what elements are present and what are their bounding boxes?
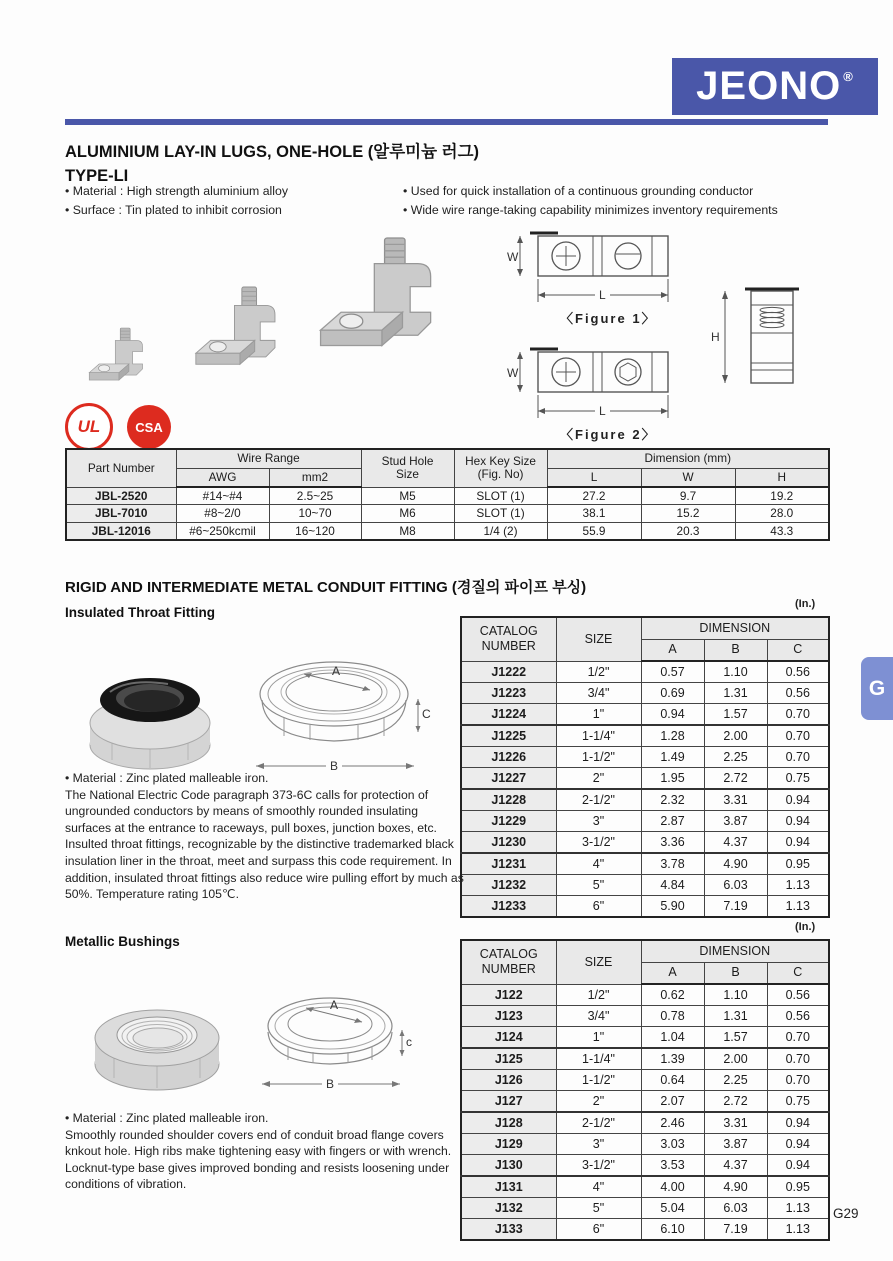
dim-h-label: H — [711, 330, 720, 344]
col-dimension: DIMENSION — [641, 617, 829, 639]
section2-title: RIGID AND INTERMEDIATE METAL CONDUIT FITTING (경질의 파이프 부싱) — [65, 579, 587, 596]
table-row — [461, 704, 829, 726]
value-cell: 7.19 — [704, 1219, 767, 1241]
table-row — [461, 1048, 829, 1070]
table-row — [461, 768, 829, 790]
value-cell: 1.31 — [704, 683, 767, 704]
figure1-drawing — [500, 224, 695, 328]
value-cell: M5 — [361, 487, 454, 505]
value-cell: 55.9 — [547, 522, 641, 540]
value-cell: 4.37 — [704, 1155, 767, 1177]
row-key-cell: J1232 — [461, 875, 556, 896]
col-dimension: DIMENSION — [641, 940, 829, 962]
row-key-cell: J1222 — [461, 661, 556, 683]
value-cell: #8~2/0 — [176, 505, 269, 523]
value-cell: 0.94 — [767, 1112, 829, 1134]
row-key-cell: J1230 — [461, 832, 556, 854]
row-key-cell: J133 — [461, 1219, 556, 1241]
row-key-cell: J122 — [461, 984, 556, 1006]
insulated-description — [65, 770, 465, 903]
value-cell: #14~#4 — [176, 487, 269, 505]
row-key-cell: J127 — [461, 1091, 556, 1113]
figure1-label: 〈Figure 1〉 — [560, 311, 657, 326]
row-key-cell: JBL-2520 — [66, 487, 176, 505]
col-catalog-line2: NUMBER — [481, 962, 536, 977]
table-row — [461, 683, 829, 704]
table-row — [461, 725, 829, 747]
row-key-cell: J1224 — [461, 704, 556, 726]
value-cell: 0.56 — [767, 1006, 829, 1027]
value-cell: 1-1/4" — [556, 1048, 641, 1070]
table-row — [461, 832, 829, 854]
value-cell: 1.49 — [641, 747, 704, 768]
table-row — [461, 1134, 829, 1155]
col-b: B — [704, 639, 767, 661]
value-cell: 6" — [556, 896, 641, 918]
value-cell: 3" — [556, 1134, 641, 1155]
value-cell: 4.37 — [704, 832, 767, 854]
value-cell: 0.94 — [767, 789, 829, 811]
ul-cert-icon — [65, 403, 113, 451]
value-cell: 3-1/2" — [556, 832, 641, 854]
value-cell: 6" — [556, 1219, 641, 1241]
value-cell: 0.95 — [767, 1176, 829, 1198]
value-cell: 3/4" — [556, 683, 641, 704]
value-cell: 19.2 — [735, 487, 829, 505]
col-catalog-line2: NUMBER — [481, 639, 536, 654]
col-hex-key-size — [454, 449, 547, 487]
row-key-cell: J130 — [461, 1155, 556, 1177]
registered-mark: ® — [843, 69, 854, 84]
value-cell: 5.04 — [641, 1198, 704, 1219]
value-cell: 2.07 — [641, 1091, 704, 1113]
bushing-photo — [82, 980, 242, 1105]
csa-cert-icon — [127, 405, 171, 449]
bushings-table — [460, 939, 830, 1241]
table-row — [461, 1027, 829, 1049]
row-key-cell: J1227 — [461, 768, 556, 790]
col-stud-line2: Size — [396, 467, 419, 482]
value-cell: 1-1/4" — [556, 725, 641, 747]
unit-note-bushings: (In.) — [795, 921, 816, 933]
col-a: A — [641, 639, 704, 661]
table-row — [66, 522, 829, 540]
col-w: W — [641, 468, 735, 487]
brand-name: JEONO — [696, 64, 842, 108]
insulated-fitting-photo — [72, 648, 232, 783]
insulated-table-body — [461, 661, 829, 917]
brand-logo — [672, 58, 878, 115]
section-index-tab[interactable]: G — [861, 657, 893, 720]
row-key-cell: J1226 — [461, 747, 556, 768]
row-key-cell: J132 — [461, 1198, 556, 1219]
value-cell: 2.87 — [641, 811, 704, 832]
value-cell: 3.03 — [641, 1134, 704, 1155]
table-row — [461, 1176, 829, 1198]
page-number: G29 — [833, 1206, 859, 1221]
value-cell: 1-1/2" — [556, 1070, 641, 1091]
col-size: SIZE — [556, 940, 641, 984]
value-cell: 2.32 — [641, 789, 704, 811]
value-cell: 4.90 — [704, 1176, 767, 1198]
value-cell: 1.28 — [641, 725, 704, 747]
col-hex-line2: (Fig. No) — [477, 467, 524, 482]
csa-cert-label: CSA — [135, 419, 163, 435]
value-cell: 0.70 — [767, 747, 829, 768]
value-cell: 5" — [556, 875, 641, 896]
header-rule — [65, 119, 828, 125]
row-key-cell: J125 — [461, 1048, 556, 1070]
col-awg: AWG — [176, 468, 269, 487]
value-cell: 3.87 — [704, 811, 767, 832]
value-cell: 0.70 — [767, 704, 829, 726]
value-cell: 0.56 — [767, 683, 829, 704]
value-cell: 1.04 — [641, 1027, 704, 1049]
value-cell: 1/2" — [556, 984, 641, 1006]
col-catalog-line1: CATALOG — [479, 624, 538, 639]
dim-l-label: L — [599, 288, 606, 302]
col-stud-hole-size — [361, 449, 454, 487]
value-cell: 0.94 — [767, 811, 829, 832]
insulated-fitting-drawing — [246, 644, 431, 784]
value-cell: 7.19 — [704, 896, 767, 918]
ul-cert-label: UL — [77, 417, 101, 436]
table-row — [461, 1155, 829, 1177]
value-cell: 2.72 — [704, 768, 767, 790]
table-row — [461, 1112, 829, 1134]
value-cell: 1/2" — [556, 661, 641, 683]
insulated-material: • Material : Zinc plated malleable iron. — [65, 771, 269, 785]
bushing-drawing — [258, 984, 413, 1099]
value-cell: 0.62 — [641, 984, 704, 1006]
row-key-cell: J124 — [461, 1027, 556, 1049]
value-cell: 6.03 — [704, 1198, 767, 1219]
value-cell: 3.53 — [641, 1155, 704, 1177]
value-cell: SLOT (1) — [454, 505, 547, 523]
value-cell: 1" — [556, 1027, 641, 1049]
value-cell: 0.70 — [767, 725, 829, 747]
value-cell: 2-1/2" — [556, 789, 641, 811]
col-hex-line1: Hex Key Size — [465, 454, 536, 469]
col-stud-line1: Stud Hole — [381, 454, 434, 469]
col-catalog-number — [461, 940, 556, 984]
drawing-a-label: A — [330, 998, 339, 1012]
row-key-cell: J1231 — [461, 853, 556, 875]
feature-item: • Used for quick installation of a continuous grounding conductor — [403, 184, 754, 198]
value-cell: 0.78 — [641, 1006, 704, 1027]
value-cell: 1-1/2" — [556, 747, 641, 768]
value-cell: 0.70 — [767, 1070, 829, 1091]
table-row — [461, 875, 829, 896]
bushings-description — [65, 1110, 473, 1193]
col-catalog-line1: CATALOG — [479, 947, 538, 962]
feature-item: • Surface : Tin plated to inhibit corrosion — [65, 203, 282, 217]
value-cell: 28.0 — [735, 505, 829, 523]
bushings-table-body — [461, 984, 829, 1240]
value-cell: 4" — [556, 1176, 641, 1198]
col-a: A — [641, 962, 704, 984]
value-cell: 1.57 — [704, 1027, 767, 1049]
value-cell: 1.95 — [641, 768, 704, 790]
col-part-number: Part Number — [66, 449, 176, 487]
value-cell: 3.31 — [704, 789, 767, 811]
col-l: L — [547, 468, 641, 487]
value-cell: 3-1/2" — [556, 1155, 641, 1177]
value-cell: 1.13 — [767, 1198, 829, 1219]
value-cell: 3/4" — [556, 1006, 641, 1027]
value-cell: 10~70 — [269, 505, 361, 523]
col-c: C — [767, 962, 829, 984]
value-cell: 27.2 — [547, 487, 641, 505]
value-cell: 4.90 — [704, 853, 767, 875]
value-cell: 1.57 — [704, 704, 767, 726]
col-catalog-number — [461, 617, 556, 661]
value-cell: 2" — [556, 1091, 641, 1113]
row-key-cell: J123 — [461, 1006, 556, 1027]
value-cell: 5" — [556, 1198, 641, 1219]
bushings-heading: Metallic Bushings — [65, 934, 180, 949]
insulated-fitting-table — [460, 616, 830, 918]
value-cell: 0.94 — [767, 1134, 829, 1155]
drawing-a-label: A — [332, 664, 341, 678]
col-wire-range: Wire Range — [176, 449, 361, 468]
value-cell: 3.78 — [641, 853, 704, 875]
table-row — [461, 747, 829, 768]
value-cell: 0.56 — [767, 984, 829, 1006]
value-cell: 3" — [556, 811, 641, 832]
table-row — [461, 1070, 829, 1091]
col-b: B — [704, 962, 767, 984]
figure2-drawing — [500, 340, 695, 444]
lugs-product-photo — [66, 232, 466, 412]
value-cell: 43.3 — [735, 522, 829, 540]
certifications — [65, 403, 171, 451]
row-key-cell: J126 — [461, 1070, 556, 1091]
table-row — [461, 984, 829, 1006]
value-cell: 9.7 — [641, 487, 735, 505]
value-cell: 2.72 — [704, 1091, 767, 1113]
row-key-cell: J129 — [461, 1134, 556, 1155]
value-cell: 1.13 — [767, 1219, 829, 1241]
value-cell: 1" — [556, 704, 641, 726]
value-cell: 0.57 — [641, 661, 704, 683]
section1-type: TYPE-LI — [65, 167, 129, 185]
value-cell: M8 — [361, 522, 454, 540]
value-cell: 0.94 — [767, 832, 829, 854]
value-cell: 4" — [556, 853, 641, 875]
col-c: C — [767, 639, 829, 661]
value-cell: 5.90 — [641, 896, 704, 918]
col-size: SIZE — [556, 617, 641, 661]
value-cell: 0.64 — [641, 1070, 704, 1091]
lugs-table-body — [66, 487, 829, 540]
value-cell: 1.13 — [767, 896, 829, 918]
value-cell: 1.39 — [641, 1048, 704, 1070]
dim-w-label: W — [507, 366, 519, 380]
value-cell: 0.75 — [767, 768, 829, 790]
dim-l-label: L — [599, 404, 606, 418]
drawing-b-label: B — [330, 759, 339, 773]
value-cell: 0.94 — [767, 1155, 829, 1177]
value-cell: #6~250kcmil — [176, 522, 269, 540]
value-cell: 2.00 — [704, 725, 767, 747]
table-row — [461, 1006, 829, 1027]
table-row — [461, 853, 829, 875]
section1-title-block — [65, 140, 479, 188]
value-cell: 2" — [556, 768, 641, 790]
table-row — [461, 1198, 829, 1219]
value-cell: 1.31 — [704, 1006, 767, 1027]
value-cell: 4.84 — [641, 875, 704, 896]
table-row — [66, 487, 829, 505]
side-view-drawing — [703, 283, 803, 398]
value-cell: 3.31 — [704, 1112, 767, 1134]
value-cell: 0.70 — [767, 1027, 829, 1049]
insulated-text: The National Electric Code paragraph 373-6C calls for protection of ungrounded conductors by means of smoothly rounded insulating surfaces at the entrance to raceways, pull boxes, junction boxes, etc. Insulted throat fittings, recognizable by the distinctive trademarked black insulation liner in the throat, meet and surpass this code requirement. In addition, insulated throat fittings also reduce wire pulling effort by much as 50%. Temperature rating 105℃. — [65, 787, 464, 902]
lugs-spec-table — [65, 448, 830, 541]
section1-title: ALUMINIUM LAY-IN LUGS, ONE-HOLE (알루미늄 러그) — [65, 143, 480, 161]
bushings-material: • Material : Zinc plated malleable iron. — [65, 1111, 269, 1125]
value-cell: 0.94 — [641, 704, 704, 726]
unit-note-insulated: (In.) — [795, 598, 816, 610]
table-row — [461, 1219, 829, 1241]
value-cell: 2.46 — [641, 1112, 704, 1134]
value-cell: 1.10 — [704, 984, 767, 1006]
value-cell: 1.10 — [704, 661, 767, 683]
value-cell: SLOT (1) — [454, 487, 547, 505]
features-right — [403, 182, 778, 220]
row-key-cell: JBL-12016 — [66, 522, 176, 540]
table-row — [461, 789, 829, 811]
value-cell: 3.36 — [641, 832, 704, 854]
feature-item: • Material : High strength aluminium alloy — [65, 184, 289, 198]
row-key-cell: J1225 — [461, 725, 556, 747]
value-cell: 0.70 — [767, 1048, 829, 1070]
value-cell: 2-1/2" — [556, 1112, 641, 1134]
row-key-cell: J1229 — [461, 811, 556, 832]
value-cell: 3.87 — [704, 1134, 767, 1155]
features-left — [65, 182, 288, 220]
value-cell: 20.3 — [641, 522, 735, 540]
drawing-c-label: C — [422, 707, 431, 721]
value-cell: 38.1 — [547, 505, 641, 523]
value-cell: 0.56 — [767, 661, 829, 683]
value-cell: 15.2 — [641, 505, 735, 523]
value-cell: 6.10 — [641, 1219, 704, 1241]
value-cell: 2.00 — [704, 1048, 767, 1070]
value-cell: 0.75 — [767, 1091, 829, 1113]
value-cell: 6.03 — [704, 875, 767, 896]
col-mm2: mm2 — [269, 468, 361, 487]
value-cell: 1/4 (2) — [454, 522, 547, 540]
value-cell: 2.25 — [704, 1070, 767, 1091]
value-cell: 1.13 — [767, 875, 829, 896]
row-key-cell: J1223 — [461, 683, 556, 704]
drawing-c-label: c — [406, 1035, 412, 1049]
value-cell: 2.25 — [704, 747, 767, 768]
row-key-cell: JBL-7010 — [66, 505, 176, 523]
col-h: H — [735, 468, 829, 487]
row-key-cell: J1233 — [461, 896, 556, 918]
table-row — [461, 1091, 829, 1113]
feature-item: • Wide wire range-taking capability minimizes inventory requirements — [403, 203, 778, 217]
value-cell: 4.00 — [641, 1176, 704, 1198]
insulated-heading: Insulated Throat Fitting — [65, 605, 215, 620]
row-key-cell: J131 — [461, 1176, 556, 1198]
table-row — [461, 811, 829, 832]
col-dimension-mm: Dimension (mm) — [547, 449, 829, 468]
table-row — [461, 661, 829, 683]
value-cell: 0.95 — [767, 853, 829, 875]
figure2-label: 〈Figure 2〉 — [560, 427, 657, 442]
value-cell: 0.69 — [641, 683, 704, 704]
value-cell: M6 — [361, 505, 454, 523]
dim-w-label: W — [507, 250, 519, 264]
value-cell: 16~120 — [269, 522, 361, 540]
table-row — [461, 896, 829, 918]
bushings-text: Smoothly rounded shoulder covers end of conduit broad flange covers knkout hole. High ribs make tightening easy with fingers or with wrench. Locknut-type base gives improved bonding and resists loosening under conditions of vibration. — [65, 1127, 452, 1192]
row-key-cell: J128 — [461, 1112, 556, 1134]
row-key-cell: J1228 — [461, 789, 556, 811]
value-cell: 2.5~25 — [269, 487, 361, 505]
drawing-b-label: B — [326, 1077, 335, 1091]
table-row — [66, 505, 829, 523]
